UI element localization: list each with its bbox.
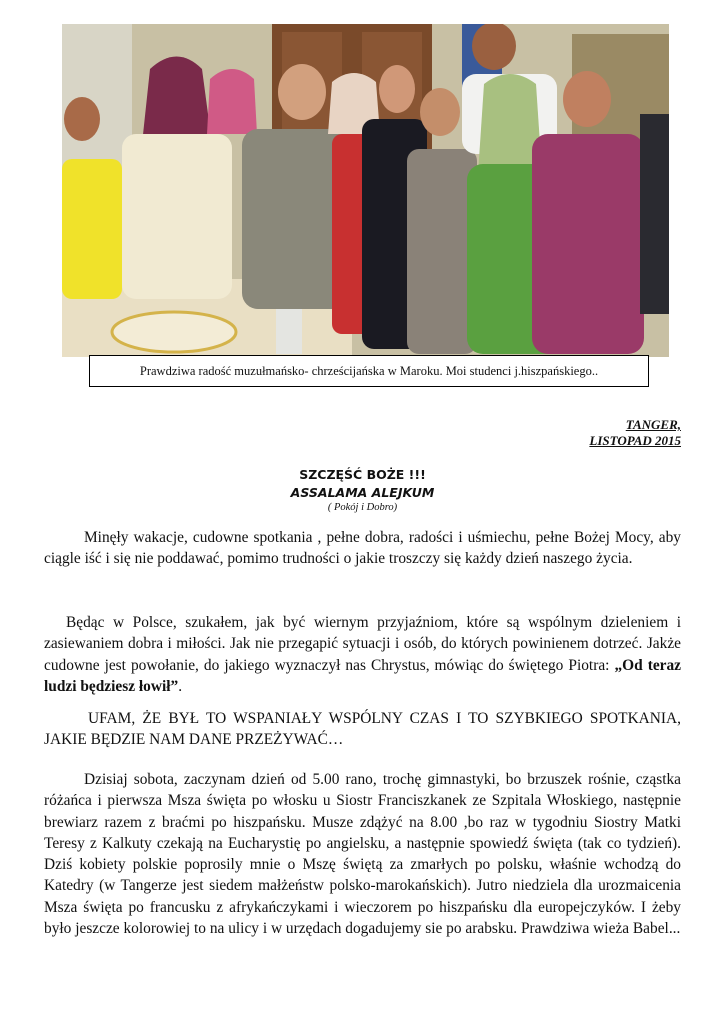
paragraph-2-text: Będąc w Polsce, szukałem, jak być wiernym przyjaźniom, które są wspólnym dzieleniem i zasiewaniem dobra i miłości. Jak nie przegapić sytuacji i osób, do których powinienem dotrzeć. Jakże cudowne jest powołanie, do jakiego wyznaczył nas Chrystus, mówiąc do świętego Piotra: [44,614,681,674]
place-city: TANGER, [625,417,681,432]
greeting-translation: ( Pokój i Dobro) [327,502,398,513]
paragraph-2 [44,612,681,697]
place-date-line: LISTOPAD 2015 [589,433,681,448]
paragraph-1: Minęły wakacje, cudowne spotkania , pełne dobra, radości i uśmiechu, pełne Bożej Mocy, aby ciągle iść i się nie poddawać, pomimo trudności o jakie troszczy się każdy dzień naszego życia. [44,529,681,568]
paragraph-2-end: . [178,677,183,695]
group-photo-illustration [62,24,669,357]
photo-caption: Prawdziwa radość muzułmańsko- chrześcijańska w Maroku. Moi studenci j.hiszpańskiego.. [89,355,649,387]
paragraph-3: UFAM, ŻE BYŁ TO WSPANIAŁY WSPÓLNY CZAS I TO SZYBKIEGO SPOTKANIA, JAKIE BĘDZIE NAM DANE PRZEŻYWAĆ… [44,710,681,749]
greeting-line-1: SZCZĘŚĆ BOŻE !!! [299,467,426,482]
group-photo [62,24,669,357]
paragraph-2-quote: „Od teraz ludzi będziesz łowił” [44,656,682,695]
place-date [589,417,681,449]
greeting-line-2: ASSALAMA ALEJKUM [290,485,435,500]
paragraph-4: Dzisiaj sobota, zaczynam dzień od 5.00 rano, trochę gimnastyki, bo brzuszek rośnie, cząstka różańca i pierwsza Msza święta po włosku u Siostr Franciszkanek ze Szpitala Włoskiego, następnie brewiarz razem z braćmi po hiszpańsku. Musze zdążyć na 8.00 ,bo raz w tygodniu Siostry Matki Teresy z Kalkuty czekają na Eucharystię po angielsku, a następnie spowiedź święta (tak co tydzień). Dziś kobiety polskie poprosily mnie o Mszę świętą za zmarłych po polsku, właśnie wchodzą do Katedry (w Tangerze jest siedem małżeństw polsko-marokańskich). Jutro niedziela dla urozmaicenia Msza święta po francusku z afrykańczykami i wieczorem po hiszpańsku dla europejczyków. I żeby było jeszcze kolorowiej to na ulicy i w urzędach dogadujemy sie po arabsku. Prawdziwa wieża Babel... [44,771,681,938]
